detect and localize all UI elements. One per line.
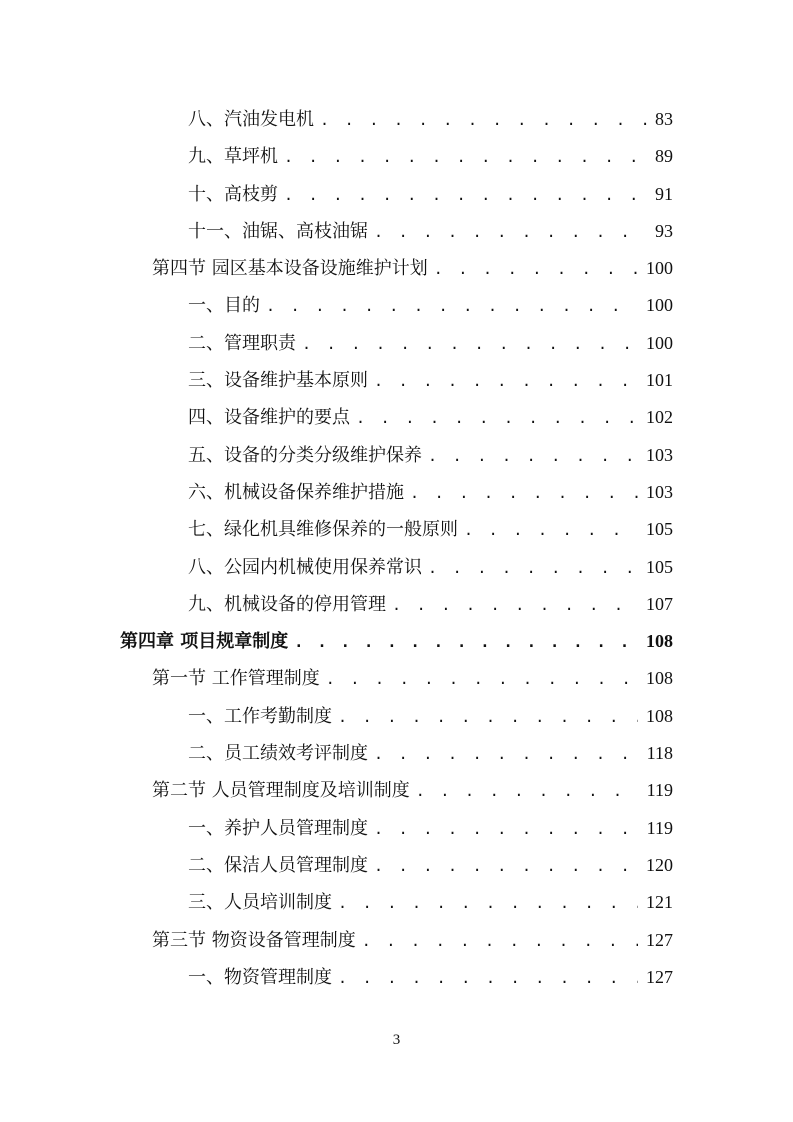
- dot-leader: [374, 363, 638, 400]
- toc-entry-label: 七、绿化机具维修保养的一般原则: [188, 519, 458, 541]
- toc-entry-page: 118: [646, 743, 673, 764]
- toc-entry-label: 九、草坪机: [188, 146, 278, 168]
- dot-leader: [374, 736, 639, 773]
- dot-leader: [326, 661, 638, 698]
- toc-entry-label: 第二节 人员管理制度及培训制度: [152, 780, 410, 802]
- dot-leader: [374, 214, 647, 251]
- toc-section-entry[interactable]: [0, 250, 793, 287]
- dot-leader: [294, 624, 638, 661]
- toc-entry-page: 101: [646, 370, 673, 391]
- dot-leader: [428, 438, 638, 475]
- toc-entry-label: 五、设备的分类分级维护保养: [188, 444, 422, 466]
- toc-entry[interactable]: [0, 325, 793, 362]
- toc-entry-page: 100: [646, 258, 673, 279]
- dot-leader: [374, 848, 638, 885]
- toc-entry-page: 100: [646, 332, 673, 353]
- toc-entry[interactable]: [0, 549, 793, 586]
- toc-entry-page: 91: [655, 183, 673, 204]
- toc-entry[interactable]: [0, 176, 793, 213]
- toc-entry-page: 89: [655, 146, 673, 167]
- toc-entry[interactable]: [0, 959, 793, 996]
- toc-entry-page: 119: [646, 780, 673, 801]
- toc-entry[interactable]: [0, 287, 793, 324]
- toc-entry[interactable]: [0, 810, 793, 847]
- toc-entry[interactable]: [0, 362, 793, 399]
- toc-entry-label: 第四章 项目规章制度: [120, 631, 289, 653]
- toc-entry-page: 83: [655, 109, 673, 129]
- toc-entry-label: 第三节 物资设备管理制度: [152, 929, 356, 951]
- dot-leader: [428, 550, 638, 587]
- toc-entry-page: 100: [646, 295, 673, 316]
- toc-entry-label: 三、人员培训制度: [188, 892, 332, 914]
- toc-entry-label: 一、目的: [188, 295, 260, 317]
- toc-entry-label: 一、物资管理制度: [188, 966, 332, 988]
- toc-entry-page: 107: [646, 593, 673, 614]
- toc-entry-label: 十、高枝剪: [188, 183, 278, 205]
- toc-entry[interactable]: [0, 213, 793, 250]
- dot-leader: [302, 326, 638, 363]
- dot-leader: [356, 400, 638, 437]
- toc-entry[interactable]: [0, 437, 793, 474]
- dot-leader: [362, 923, 638, 960]
- toc-entry-label: 十一、油锯、高枝油锯: [188, 220, 368, 242]
- toc-entry[interactable]: [0, 698, 793, 735]
- dot-leader: [338, 885, 638, 922]
- toc-entry-label: 三、设备维护基本原则: [188, 370, 368, 392]
- toc-entry-page: 120: [646, 854, 673, 875]
- toc-entry[interactable]: [0, 511, 793, 548]
- toc-entry-page: 103: [646, 481, 673, 502]
- toc-section-entry[interactable]: [0, 922, 793, 959]
- toc-entry[interactable]: [0, 101, 793, 138]
- dot-leader: [338, 699, 638, 736]
- toc-entry-page: 108: [646, 705, 673, 726]
- dot-leader: [392, 587, 638, 624]
- dot-leader: [416, 773, 639, 810]
- toc-entry[interactable]: [0, 884, 793, 921]
- dot-leader: [410, 475, 638, 512]
- toc-chapter-entry[interactable]: [0, 623, 793, 660]
- dot-leader: [284, 177, 647, 214]
- toc-entry[interactable]: [0, 735, 793, 772]
- dot-leader: [266, 288, 638, 325]
- toc-entry-label: 二、员工绩效考评制度: [188, 743, 368, 765]
- dot-leader: [374, 811, 639, 848]
- dot-leader: [464, 512, 638, 549]
- page-number: 3: [392, 1032, 401, 1048]
- toc-entry-page: 127: [646, 929, 673, 950]
- toc-section-entry[interactable]: [0, 660, 793, 697]
- toc-entry-label: 一、养护人员管理制度: [188, 817, 368, 839]
- dot-leader: [320, 102, 647, 139]
- toc-entry-page: 105: [646, 519, 673, 540]
- toc-entry[interactable]: [0, 586, 793, 623]
- toc-entry-label: 八、公园内机械使用保养常识: [188, 556, 422, 578]
- table-of-contents: [0, 101, 793, 996]
- toc-entry-label: 第四节 园区基本设备设施维护计划: [152, 258, 428, 280]
- toc-entry[interactable]: [0, 847, 793, 884]
- toc-entry-label: 九、机械设备的停用管理: [188, 593, 386, 615]
- toc-entry-label: 六、机械设备保养维护措施: [188, 481, 404, 503]
- toc-entry-label: 四、设备维护的要点: [188, 407, 350, 429]
- toc-entry-label: 一、工作考勤制度: [188, 705, 332, 727]
- toc-entry-label: 八、汽油发电机: [188, 109, 314, 130]
- toc-entry-page: 103: [646, 444, 673, 465]
- toc-entry-page: 108: [646, 631, 673, 652]
- toc-entry-page: 102: [646, 407, 673, 428]
- toc-entry-page: 105: [646, 556, 673, 577]
- toc-entry-page: 121: [646, 892, 673, 913]
- dot-leader: [284, 139, 647, 176]
- dot-leader: [434, 251, 638, 288]
- toc-entry-page: 119: [646, 817, 673, 838]
- toc-entry[interactable]: [0, 138, 793, 175]
- toc-entry-label: 第一节 工作管理制度: [152, 668, 320, 690]
- toc-entry[interactable]: [0, 399, 793, 436]
- toc-section-entry[interactable]: [0, 772, 793, 809]
- toc-entry-page: 108: [646, 668, 673, 689]
- toc-entry-page: 93: [655, 220, 673, 241]
- toc-entry-label: 二、保洁人员管理制度: [188, 854, 368, 876]
- toc-entry[interactable]: [0, 474, 793, 511]
- toc-entry-label: 二、管理职责: [188, 332, 296, 354]
- toc-entry-page: 127: [646, 966, 673, 987]
- dot-leader: [338, 960, 638, 997]
